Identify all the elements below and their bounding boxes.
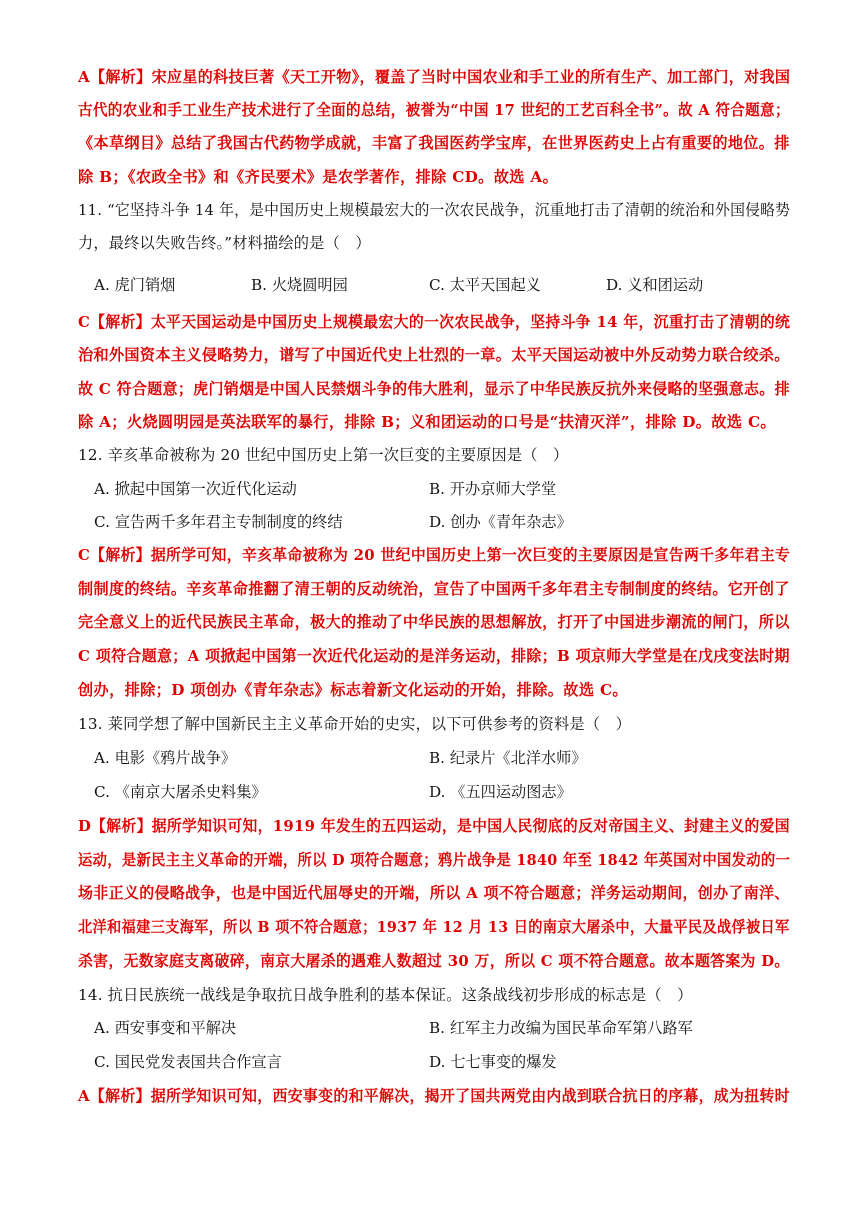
- explanation-line: 杀害，无数家庭支离破碎，南京大屠杀的遇难人数超过 30 万，所以 C 项不符合题意。故本题答案为 D。: [78, 952, 790, 970]
- option-a: A. 虎门销烟: [94, 276, 176, 294]
- explanation-line: 运动，是新民主主义革命的开端，所以 D 项符合题意；鸦片战争是 1840 年至 1842 年英国对中国发动的一: [78, 851, 791, 869]
- explanation-line: D【解析】据所学知识可知，1919 年发生的五四运动，是中国人民彻底的反对帝国主义、封建主义的爱国: [78, 817, 790, 835]
- explanation-line: 治和外国资本主义侵略势力，谱写了中国近代史上壮烈的一章。太平天国运动被中外反动势力联合绞杀。: [78, 346, 790, 364]
- explanation-line: 除 B；《农政全书》和《齐民要术》是农学著作，排除 CD。故选 A。: [78, 168, 559, 186]
- question-stem: 11. “它坚持斗争 14 年，是中国历史上规模最宏大的一次农民战争，沉重地打击了清朝的统治和外国侵略势: [78, 201, 791, 219]
- option-b: B. 纪录片《北洋水师》: [429, 749, 587, 767]
- explanation-line: 创办，排除；D 项创办《青年杂志》标志着新文化运动的开始，排除。故选 C。: [78, 681, 628, 699]
- question-stem: 13. 莱同学想了解中国新民主主义革命开始的史实，以下可供参考的资料是（ ）: [78, 715, 631, 733]
- option-a: A. 西安事变和平解决: [94, 1019, 237, 1037]
- explanation-line: 《本草纲目》总结了我国古代药物学成就，丰富了我国医药学宝库，在世界医药史上占有重要的地位。排: [78, 134, 790, 152]
- option-a: A. 电影《鸦片战争》: [94, 749, 237, 767]
- option-d: D. 义和团运动: [606, 276, 704, 294]
- option-d: D. 七七事变的爆发: [429, 1053, 557, 1071]
- option-b: B. 火烧圆明园: [251, 276, 348, 294]
- explanation-line: 古代的农业和手工业生产技术进行了全面的总结，被誉为“中国 17 世纪的工艺百科全书”。故 A 符合题意；: [78, 101, 790, 119]
- option-c: C. 国民党发表国共合作宣言: [94, 1053, 282, 1071]
- explanation-line: C【解析】据所学可知，辛亥革命被称为 20 世纪中国历史上第一次巨变的主要原因是宣告两千多年君主专: [78, 546, 791, 564]
- option-c: C. 《南京大屠杀史料集》: [94, 783, 267, 801]
- option-d: D. 《五四运动图志》: [429, 783, 572, 801]
- question-stem: 12. 辛亥革命被称为 20 世纪中国历史上第一次巨变的主要原因是（ ）: [78, 446, 569, 464]
- option-c: C. 宣告两千多年君主专制制度的终结: [94, 513, 343, 531]
- option-a: A. 掀起中国第一次近代化运动: [94, 480, 297, 498]
- explanation-line: C【解析】太平天国运动是中国历史上规模最宏大的一次农民战争，坚持斗争 14 年，沉重打击了清朝的统: [78, 313, 791, 331]
- question-stem: 力，最终以失败告终。”材料描绘的是（ ）: [78, 234, 371, 252]
- explanation-line: A【解析】据所学知识可知，西安事变的和平解决，揭开了国共两党由内战到联合抗日的序幕，成为扭转时: [78, 1087, 790, 1105]
- explanation-line: 制制度的终结。辛亥革命推翻了清王朝的反动统治，宣告了中国两千多年君主专制制度的终结。它开创了: [78, 580, 790, 598]
- explanation-line: 除 A；火烧圆明园是英法联军的暴行，排除 B；义和团运动的口号是“扶清灭洋”，排除 D。故选 C。: [78, 413, 776, 431]
- explanation-line: A【解析】宋应星的科技巨著《天工开物》，覆盖了当时中国农业和手工业的所有生产、加工部门，对我国: [78, 68, 791, 86]
- explanation-line: 北洋和福建三支海军，所以 B 项不符合题意；1937 年 12 月 13 日的南京大屠杀中，大量平民及战俘被日军: [78, 918, 790, 936]
- explanation-line: 故 C 符合题意；虎门销烟是中国人民禁烟斗争的伟大胜利，显示了中华民族反抗外来侵略的坚强意志。排: [78, 380, 790, 398]
- explanation-line: 场非正义的侵略战争，也是中国近代屈辱史的开端，所以 A 项不符合题意；洋务运动期间，创办了南洋、: [78, 884, 790, 902]
- explanation-line: C 项符合题意；A 项掀起中国第一次近代化运动的是洋务运动，排除；B 项京师大学堂是在戊戌变法时期: [78, 647, 790, 665]
- explanation-line: 完全意义上的近代民族民主革命，极大的推动了中华民族的思想解放，打开了中国进步潮流的闸门，所以: [78, 613, 790, 631]
- option-b: B. 红军主力改编为国民革命军第八路军: [429, 1019, 693, 1037]
- option-d: D. 创办《青年杂志》: [429, 513, 572, 531]
- question-stem: 14. 抗日民族统一战线是争取抗日战争胜利的基本保证。这条战线初步形成的标志是（ ）: [78, 986, 693, 1004]
- option-b: B. 开办京师大学堂: [429, 480, 557, 498]
- option-c: C. 太平天国起义: [429, 276, 541, 294]
